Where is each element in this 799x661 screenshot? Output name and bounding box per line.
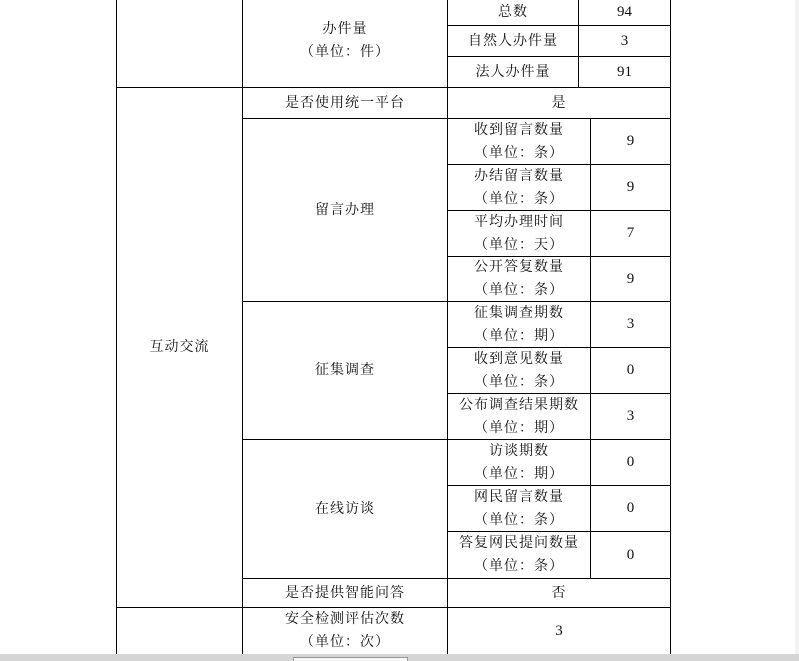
horizontal-scrollbar-thumb[interactable]	[293, 657, 408, 661]
public-replies-unit: （单位：条）	[474, 282, 564, 298]
interview-periods-unit: （单位：期）	[474, 465, 564, 482]
received-msgs-label	[448, 119, 590, 164]
viewer-right-edge	[795, 0, 799, 654]
netizen-replies-unit: （单位：条）	[474, 558, 564, 574]
survey-results-unit: （单位：期）	[474, 419, 564, 436]
survey-periods-label	[448, 302, 590, 347]
closed-msgs-unit: （单位：条）	[474, 190, 564, 207]
interview-periods-label	[448, 440, 590, 485]
survey-results-label	[448, 394, 590, 439]
interview-periods-title: 访谈期数	[489, 442, 549, 459]
opinions-unit: （单位：条）	[474, 373, 564, 390]
survey-results-value: 3	[626, 408, 635, 424]
smart-qa-label: 是否提供智能问答	[285, 584, 405, 601]
office-volume-title: 办件量	[322, 21, 368, 37]
netizen-msgs-title: 网民留言数量	[474, 488, 564, 505]
received-msgs-unit: （单位：条）	[474, 144, 564, 161]
survey-periods-value: 3	[626, 316, 635, 332]
closed-msgs-label	[448, 165, 590, 210]
natural-person-value: 3	[620, 32, 629, 49]
avg-time-label	[448, 211, 590, 256]
netizen-replies-value: 0	[626, 546, 635, 563]
survey-periods-title: 征集调查期数	[474, 304, 564, 321]
security-checks-label	[243, 608, 447, 654]
opinions-label	[448, 348, 590, 393]
unified-platform-value: 是	[551, 94, 567, 111]
office-volume-label	[243, 18, 447, 64]
opinions-value: 0	[626, 362, 635, 378]
opinions-title: 收到意见数量	[474, 350, 564, 367]
section-interaction-label: 互动交流	[149, 339, 210, 355]
netizen-msgs-label	[448, 486, 590, 531]
unified-platform-label: 是否使用统一平台	[285, 94, 405, 111]
legal-person-value: 91	[617, 63, 632, 80]
netizen-replies-title: 答复网民提问数量	[459, 535, 579, 551]
netizen-msgs-unit: （单位：条）	[474, 511, 564, 528]
avg-time-value: 7	[626, 225, 635, 241]
closed-msgs-title: 办结留言数量	[474, 167, 564, 184]
security-checks-title: 安全检测评估次数	[285, 611, 405, 627]
smart-qa-value: 否	[551, 584, 567, 601]
closed-msgs-value: 9	[626, 179, 635, 195]
survey-results-title: 公布调查结果期数	[459, 396, 579, 413]
total-value: 94	[617, 4, 632, 20]
interview-group-label: 在线访谈	[315, 500, 375, 517]
public-replies-title: 公开答复数量	[474, 259, 564, 275]
office-volume-unit: （单位：件）	[300, 44, 390, 60]
survey-periods-unit: （单位：期）	[474, 327, 564, 344]
survey-group-label: 征集调查	[315, 362, 375, 378]
total-label: 总数	[498, 4, 528, 20]
public-replies-label	[448, 257, 590, 301]
netizen-msgs-value: 0	[626, 500, 635, 516]
avg-time-unit: （单位：天）	[474, 236, 564, 253]
received-msgs-title: 收到留言数量	[474, 121, 564, 138]
avg-time-title: 平均办理时间	[474, 213, 564, 230]
netizen-replies-label	[448, 532, 590, 578]
security-checks-unit: （单位：次）	[300, 634, 390, 650]
legal-person-label: 法人办件量	[475, 63, 551, 80]
public-replies-value: 9	[626, 270, 635, 287]
natural-person-label: 自然人办件量	[468, 32, 558, 49]
messages-group-label: 留言办理	[315, 201, 375, 218]
interview-periods-value: 0	[626, 454, 635, 470]
security-checks-value: 3	[555, 622, 563, 639]
received-msgs-value: 9	[626, 133, 635, 149]
